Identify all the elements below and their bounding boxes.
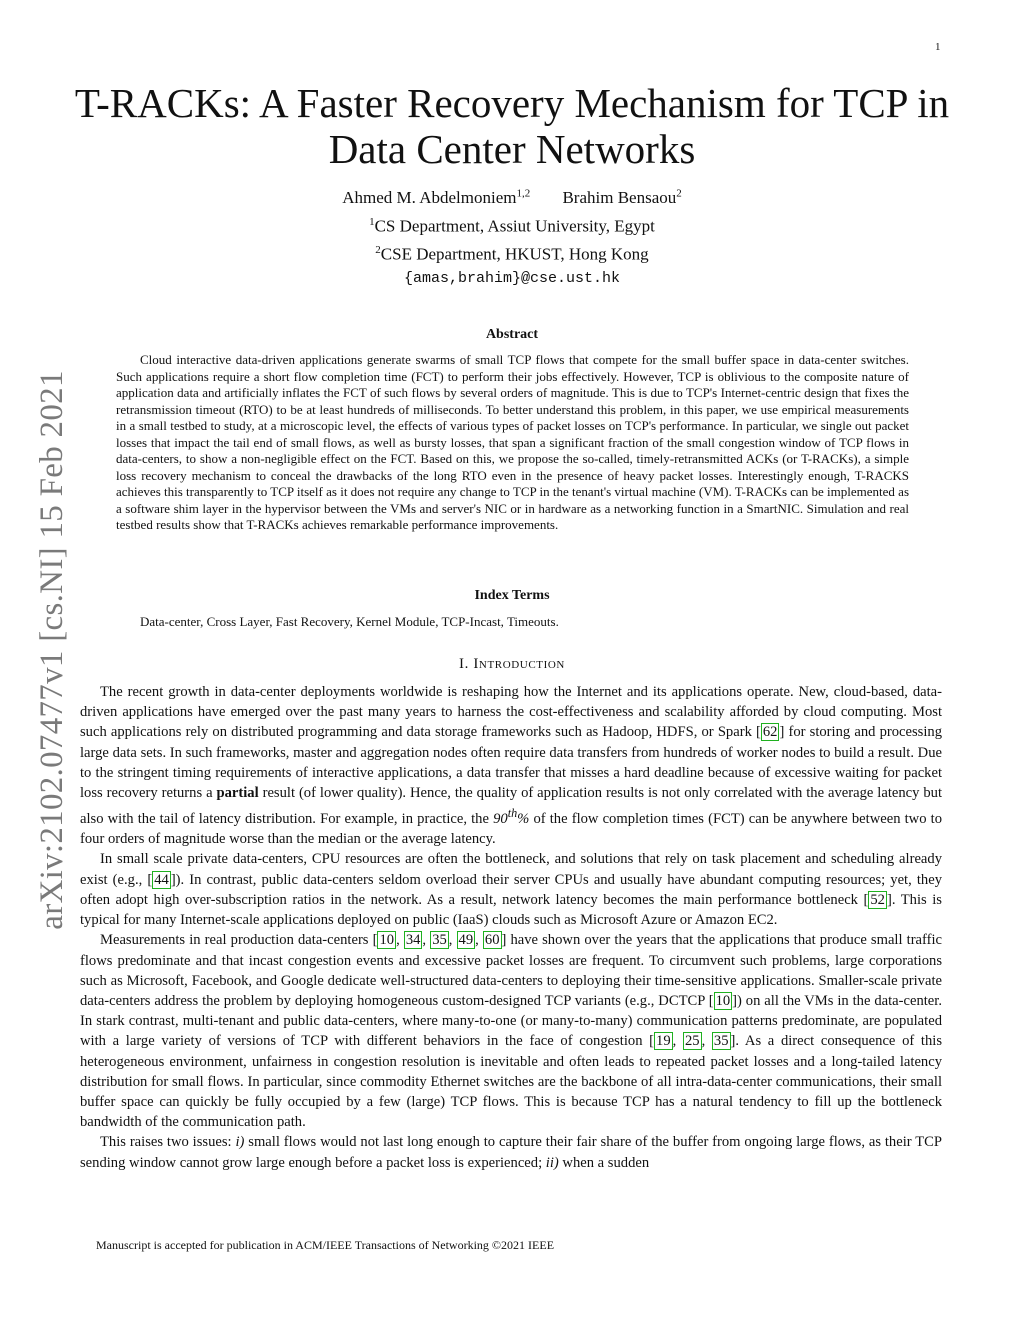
math-percentile: 90th%	[493, 806, 530, 828]
citation-link[interactable]: 10	[379, 932, 395, 949]
citation-link[interactable]: 49	[458, 932, 474, 949]
intro-paragraph-1: The recent growth in data-center deployments worldwide is reshaping how the Internet and its applications operate. New, cloud-based, data-driven applications have emerged over the past many years to harness the cost-effectiveness and scalability afforded by cloud computing. Most such applications rely on distributed programming and data storage frameworks such as Hadoop, HDFS, or Spark [ 62 ] for storing and processing large data sets. In such frameworks, master and aggregation nodes often require data transfers from hundreds of worker nodes to build a result. Due to the stringent timing requirements of interactive applications, a data transfer that misses a hard deadline because of excessive waiting for packet loss recovery returns a partial result (of lower quality). Hence, the quality of application results is not only correlated with the average latency but also with the tail of latency distribution. For example, in practice, the 90th% of the flow completion times (FCT) can be anywhere between two to four orders of magnitude worse than the median or the average latency.	[80, 684, 942, 848]
citation-link[interactable]: 35	[432, 932, 447, 949]
author-2: Brahim Bensaou$^2$	[562, 187, 682, 207]
author-block	[60, 181, 964, 291]
intro-paragraph-3: Measurements in real production data-centers [ 10 , 34 , 35 , 49 , 60 ] have shown over the years that the applications that produce small traffic flows predominate and that incast congestion events and excessive packet losses are frequent. To circumvent such problems, large corporations such as Microsoft, Facebook, and Google dedicate well-structured data-centers to deploying their time-sensitive applications. Smaller-scale private data-centers address the problem by deploying homogeneous custom-designed TCP variants (e.g., DCTCP [ 10 ]) on all the VMs in the data-center. In stark contrast, multi-tenant and public data-centers, where many-to-one (or many-to-many) communication patterns predominate, are populated with a large variety of versions of TCP with different behaviors in the face of congestion [ 19 , 25 , 35 ]. As a direct consequence of this heterogeneous environment, unfairness in congestion resolution is inevitable and often leads to repeated packet losses and a long-tailed latency distribution for small flows. In particular, since commodity Ethernet switches are the backbone of all intra-data-center communications, their small buffer space can quickly be fully occupied by a few (large) TCP flows. This is because TCP has a natural tendency to fill up the bottleneck bandwidth of the communication path.	[80, 932, 943, 1131]
paper-title: T-RACKs: A Faster Recovery Mechanism for TCP in Data Center Networks	[74, 80, 950, 172]
citation-link[interactable]: 62	[762, 724, 778, 741]
affiliation-2: $^2$CSE Department, HKUST, Hong Kong	[375, 244, 649, 264]
author-names	[60, 181, 964, 210]
intro-paragraph-4: This raises two issues: i) small flows would not last long enough to capture their fair share of the buffer from ongoing large flows, as their TCP sending window cannot grow large enough before a packet loss is experienced; ii) when a sudden	[80, 1134, 942, 1171]
author-email: {amas,brahim}@cse.ust.hk	[403, 269, 621, 287]
arxiv-identifier[interactable]: arXiv:2102.07477v1 [cs.NI] 15 Feb 2021	[34, 370, 70, 930]
publication-footnote: Manuscript is accepted for publication in ACM/IEEE Transactions of Networking ©2021 IEEE	[96, 1238, 555, 1252]
introduction-body	[80, 682, 942, 1173]
emphasis-partial: partial	[216, 785, 259, 802]
page-number: 1	[935, 41, 941, 53]
index-terms-text: Data-center, Cross Layer, Fast Recovery, Kernel Module, TCP-Incast, Timeouts.	[140, 614, 559, 629]
citation-link[interactable]: 52	[870, 891, 885, 908]
abstract-text: Cloud interactive data-driven applications generate swarms of small TCP flows that compete for the small buffer space in data-center switches. Such applications require a short flow completion time (FCT) to perform their jobs effectively. However, TCP is oblivious to the composite nature of application data and artificially inflates the FCT of such flows by several orders of magnitude. This is due to TCP's Internet-centric design that fixes the retransmission timeout (RTO) to be at least hundreds of milliseconds. To better understand this problem, in this paper, we use empirical measurements in a small testbed to study, at a microscopic level, the effects of various types of packet losses on TCP's performance. In particular, we single out packet losses that impact the tail end of small flows, as well as bursty losses, that span a significant fraction of the small congestion window of TCP flows in data-centers, to show a non-negligible effect on the FCT. Based on this, we propose the so-called, timely-retransmitted ACKs (or T-RACKs), a simple loss recovery mechanism to conceal the drawbacks of the long RTO even in the presence of heavy packet losses. Interestingly enough, T-RACKS achieves this transparently to TCP itself as it does not require any change to TCP in the tenant's virtual machine (VM). T-RACKs can be implemented as a software shim layer in the hypervisor between the VMs and server's NIC or in hardware as a networking function in a SmartNIC. Simulation and real testbed results show that T-RACKs achieves remarkable performance improvements.	[116, 352, 910, 532]
affiliation-1: $^1$CS Department, Assiut University, Egypt	[369, 215, 655, 236]
citation-link[interactable]: 19	[656, 1033, 671, 1050]
index-terms-heading: Index Terms	[474, 588, 550, 603]
citation-link[interactable]: 34	[405, 932, 421, 949]
introduction-heading: I. Introduction	[459, 656, 565, 672]
intro-paragraph-2: In small scale private data-centers, CPU resources are often the bottleneck, and solutions that rely on task placement and scheduling already exist (e.g., [ 44 ]). In contrast, public data-centers seldom overload their server CPUs and usually have abundant computing resources; yet, they often adopt high over-subscription ratios in the network. As a result, network latency becomes the main performance bottleneck [ 52 ]. This is typical for many Internet-scale applications deployed on public (IaaS) clouds such as Microsoft Azure or Amazon EC2.	[80, 851, 942, 929]
citation-link[interactable]: 35	[713, 1033, 729, 1050]
author-1: Ahmed M. Abdelmoniem$^{1,2}$	[342, 187, 531, 207]
citation-link[interactable]: 60	[484, 932, 500, 949]
citation-link[interactable]: 25	[684, 1033, 700, 1050]
citation-link[interactable]: 10	[715, 992, 731, 1009]
abstract-heading: Abstract	[485, 327, 539, 342]
citation-link[interactable]: 44	[154, 871, 169, 888]
